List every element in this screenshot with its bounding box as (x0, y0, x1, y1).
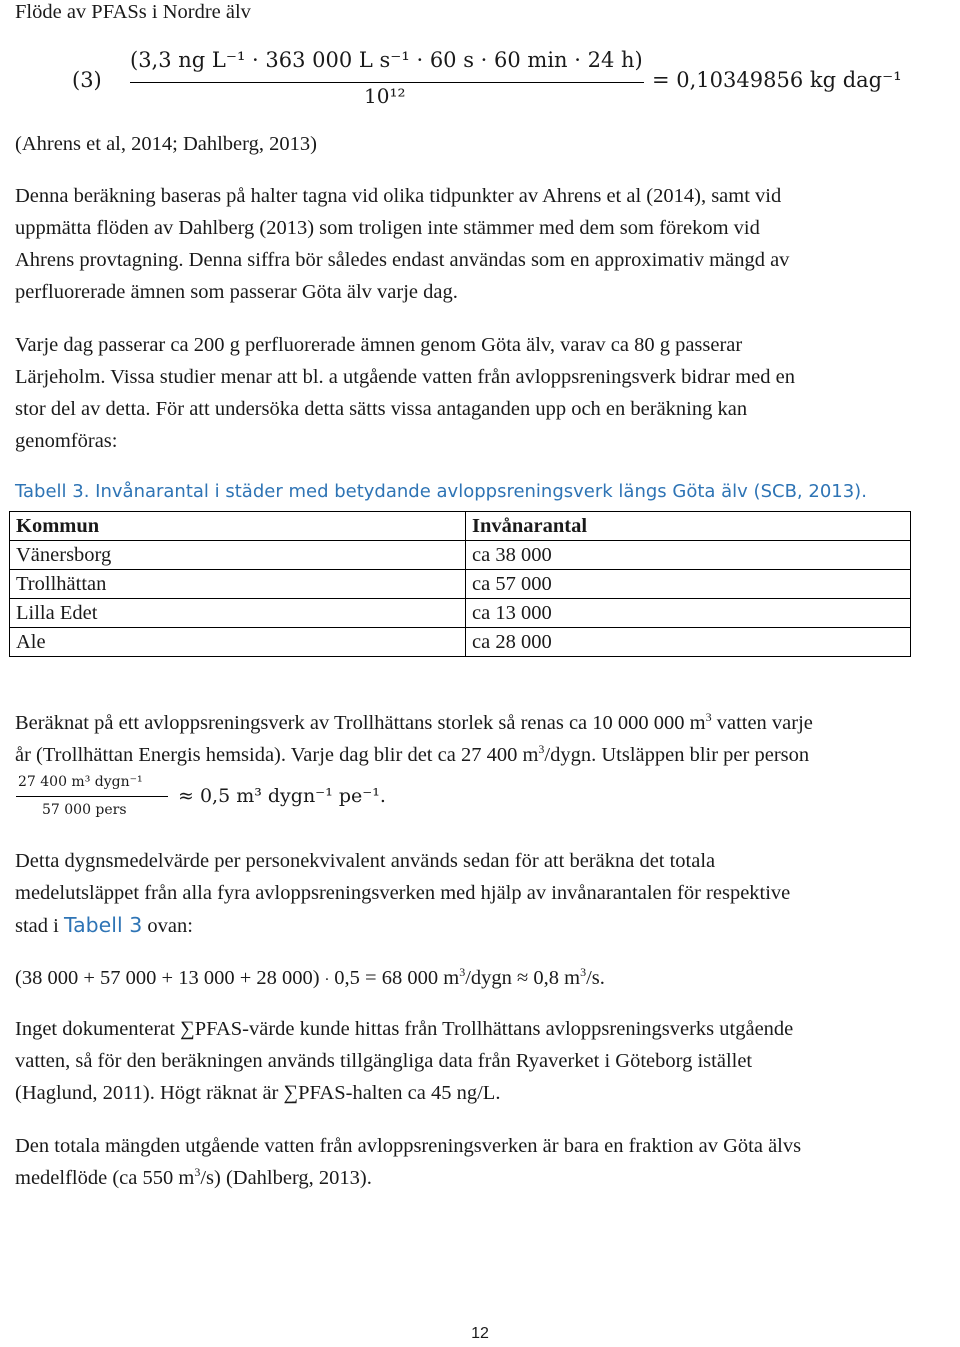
equation-citation: (Ahrens et al, 2014; Dahlberg, 2013) (15, 133, 317, 155)
table-cell: ca 28 000 (466, 628, 911, 657)
table-cell: ca 38 000 (466, 541, 911, 570)
table-cell: Trollhättan (10, 570, 466, 599)
paragraph-5-line: vatten, så för den beräkningen används tillgängliga data från Ryaverket i Göteborg istället (15, 1050, 753, 1072)
paragraph-4-line: medelutsläppet från alla fyra avloppsreningsverken med hjälp av invånarantalen för respektive (15, 882, 791, 904)
equation-number: (3) (72, 68, 102, 92)
paragraph-5 (15, 1013, 793, 1109)
table-cell: ca 13 000 (466, 599, 911, 628)
table-header-cell: Kommun (10, 512, 466, 541)
person-equation-denominator: 57 000 pers (42, 802, 127, 818)
page-number: 12 (471, 1325, 489, 1342)
paragraph-6 (15, 1130, 801, 1194)
equation-numerator: (3,3 ng L⁻¹ · 363 000 L s⁻¹ · 60 s · 60 min · 24 h) (130, 48, 643, 72)
table-3-reference-link[interactable]: Tabell 3 (63, 913, 143, 937)
paragraph-3-line: år (Trollhättan Energis hemsida). Varje dag blir det ca 27 400 $m^3$/dygn. Utsläppen blir per person (15, 742, 810, 766)
table-cell: Ale (10, 628, 466, 657)
table-row (10, 570, 911, 599)
table-cell: ca 57 000 (466, 570, 911, 599)
table-row (10, 628, 911, 657)
paragraph-2 (15, 329, 795, 457)
paragraph-3-line: Beräknat på ett avloppsreningsverk av Trollhättans storlek så renas ca 10 000 000 $m^3$ vatten varje (15, 710, 813, 734)
paragraph-1 (15, 180, 789, 308)
paragraph-3 (15, 707, 813, 771)
paragraph-4 (15, 845, 790, 942)
table-header-cell: Invånarantal (466, 512, 911, 541)
paragraph-2-line: genomföras: (15, 430, 118, 452)
table-header-row (10, 512, 911, 541)
table-caption: Tabell 3. Invånarantal i städer med betydande avloppsreningsverk längs Göta älv (SCB, 2013). (15, 481, 867, 502)
table-row (10, 541, 911, 570)
table-cell: Lilla Edet (10, 599, 466, 628)
paragraph-6-line: Den totala mängden utgående vatten från avloppsreningsverken är bara en fraktion av Göta älvs (15, 1135, 802, 1157)
paragraph-1-line: perfluorerade ämnen som passerar Göta älv varje dag. (15, 281, 458, 303)
person-equation-numerator: 27 400 m³ dygn⁻¹ (18, 774, 143, 790)
paragraph-1-line: uppmätta flöden av Dahlberg (2013) som troligen inte stämmer med dem som förekom vid (15, 217, 760, 239)
paragraph-2-line: stor del av detta. För att undersöka detta sätts vissa antaganden upp och en beräkning kan (15, 398, 748, 420)
table-row (10, 599, 911, 628)
paragraph-1-line: Denna beräkning baseras på halter tagna vid olika tidpunkter av Ahrens et al (2014), samt vid (15, 185, 782, 207)
person-fraction-line (16, 796, 168, 797)
equation-result: = 0,10349856 kg dag⁻¹ (652, 68, 902, 92)
equation-denominator: 10¹² (364, 84, 406, 108)
person-equation-result: ≈ 0,5 m³ dygn⁻¹ pe⁻¹. (178, 785, 386, 807)
paragraph-5-line: (Haglund, 2011). Högt räknat är ∑PFAS-halten ca 45 ng/L. (15, 1082, 501, 1104)
paragraph-4-line: stad i Tabell 3 ovan: (15, 913, 193, 937)
paragraph-4-line: Detta dygnsmedelvärde per personekvivalent används sedan för att beräkna det totala (15, 850, 716, 872)
fraction-line (130, 82, 644, 83)
paragraph-6-line: medelflöde (ca 550 $m^3/s$) (Dahlberg, 2013). (15, 1165, 372, 1189)
page-header-title: Flöde av PFASs i Nordre älv (15, 1, 251, 23)
paragraph-2-line: Varje dag passerar ca 200 g perfluorerade ämnen genom Göta älv, varav ca 80 g passerar (15, 334, 743, 356)
population-table (9, 511, 911, 657)
paragraph-2-line: Lärjeholm. Vissa studier menar att bl. a utgående vatten från avloppsreningsverk bidrar med en (15, 366, 795, 388)
total-equation: (38 000 + 57 000 + 13 000 + 28 000) · 0,5 = 68 000 $m^3$/dygn ≈ 0,8 $m^3/s$. (15, 965, 605, 989)
paragraph-5-line: Inget dokumenterat ∑PFAS-värde kunde hittas från Trollhättans avloppsreningsverks utgående (15, 1018, 794, 1040)
table-cell: Vänersborg (10, 541, 466, 570)
paragraph-1-line: Ahrens provtagning. Denna siffra bör således endast användas som en approximativ mängd av (15, 249, 790, 271)
